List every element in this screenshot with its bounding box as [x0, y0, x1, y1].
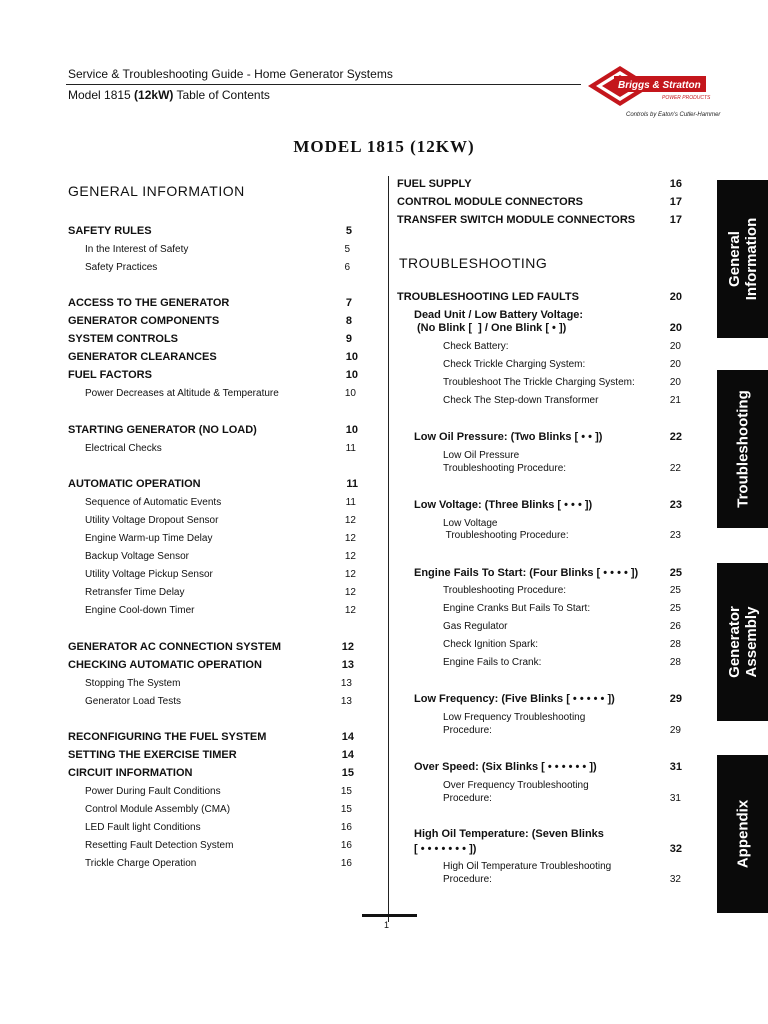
toc-page-number: 7 [345, 297, 352, 309]
toc-heading-entry[interactable] [68, 767, 354, 779]
toc-page-number: 31 [669, 793, 681, 804]
toc-heading-entry[interactable] [397, 214, 682, 226]
toc-heading-entry[interactable] [68, 297, 352, 309]
toc-page-number: 15 [341, 767, 354, 779]
toc-entry-text: Low Voltage [443, 518, 498, 529]
toc-heading-entry[interactable] [414, 761, 682, 773]
tab-label-line1: Generator [725, 606, 743, 678]
toc-entry-text: SYSTEM CONTROLS [68, 333, 179, 345]
doc-header-subtitle: Model 1815 (12kW) Table of Contents [68, 88, 270, 102]
toc-page-number: 22 [669, 431, 682, 443]
toc-page-number: 11 [346, 478, 358, 490]
toc-entry-text: CHECKING AUTOMATIC OPERATION [68, 659, 262, 671]
toc-page-number: 22 [669, 463, 681, 474]
toc-heading-entry[interactable] [68, 478, 358, 490]
toc-subentry[interactable] [443, 657, 681, 668]
toc-page-number: 12 [344, 533, 356, 544]
toc-entry-text: Engine Cranks But Fails To Start: [443, 603, 591, 614]
toc-page-number: 20 [669, 341, 681, 352]
toc-page-number: 32 [669, 874, 681, 885]
toc-subentry[interactable] [85, 804, 352, 815]
toc-entry-text: FUEL SUPPLY [397, 178, 472, 190]
toc-subentry[interactable] [85, 858, 352, 869]
toc-subentry[interactable] [443, 530, 681, 541]
toc-heading-entry[interactable] [68, 424, 358, 436]
toc-entry-text: Check Trickle Charging System: [443, 359, 586, 370]
toc-page-number: 14 [341, 749, 354, 761]
toc-entry-text: Trickle Charge Operation [85, 858, 197, 869]
toc-page-number: 12 [344, 587, 356, 598]
toc-entry-text: High Oil Temperature Troubleshooting [443, 861, 612, 872]
section-general-information: GENERAL INFORMATION [68, 183, 245, 199]
toc-page-number: 15 [340, 804, 352, 815]
tab-general-information[interactable] [717, 180, 768, 338]
toc-page-number: 28 [669, 657, 681, 668]
toc-page-number: 6 [344, 262, 350, 273]
toc-page-number: 17 [669, 214, 682, 226]
toc-entry-text: Troubleshooting Procedure: [443, 530, 569, 541]
toc-page-number: 16 [669, 178, 682, 190]
toc-page-number: 23 [669, 530, 681, 541]
toc-subentry[interactable] [85, 822, 352, 833]
toc-page-number: 16 [340, 822, 352, 833]
toc-entry-text: ACCESS TO THE GENERATOR [68, 297, 230, 309]
toc-heading-entry[interactable] [414, 309, 682, 321]
toc-page-number: 13 [340, 678, 352, 689]
briggs-stratton-logo [586, 64, 716, 114]
toc-heading-entry[interactable] [68, 641, 354, 653]
logo-graphic [586, 64, 716, 114]
toc-subentry[interactable] [85, 678, 352, 689]
toc-heading-entry[interactable] [397, 178, 682, 190]
toc-subentry[interactable] [443, 712, 681, 723]
toc-entry-text: Check Ignition Spark: [443, 639, 539, 650]
toc-entry-text: (No Blink [ ] / One Blink [ • ]) [417, 322, 567, 334]
toc-page-number: 29 [669, 725, 681, 736]
toc-entry-text: Low Oil Pressure [443, 450, 520, 461]
toc-heading-entry[interactable] [68, 315, 352, 327]
toc-subentry[interactable] [443, 793, 681, 804]
toc-page-number: 10 [344, 388, 356, 399]
toc-heading-entry[interactable] [68, 731, 354, 743]
toc-entry-text: Stopping The System [85, 678, 181, 689]
toc-page-number: 8 [345, 315, 352, 327]
toc-entry-text: Engine Fails to Crank: [443, 657, 542, 668]
toc-subentry[interactable] [85, 443, 356, 454]
toc-page-number: 25 [669, 603, 681, 614]
toc-entry-text: Low Oil Pressure: (Two Blinks [ • • ]) [414, 431, 603, 443]
toc-heading-entry[interactable] [68, 369, 358, 381]
page-title: MODEL 1815 (12KW) [293, 137, 475, 156]
toc-subentry[interactable] [85, 569, 356, 580]
tab-label-line2: Assembly [742, 606, 760, 678]
toc-heading-entry[interactable] [68, 659, 354, 671]
toc-entry-text: AUTOMATIC OPERATION [68, 478, 201, 490]
toc-page-number: 10 [345, 424, 358, 436]
toc-entry-text: Electrical Checks [85, 443, 162, 454]
toc-heading-entry[interactable] [414, 693, 682, 705]
toc-subentry[interactable] [85, 551, 356, 562]
toc-subentry[interactable] [443, 621, 681, 632]
toc-entry-text: CIRCUIT INFORMATION [68, 767, 193, 779]
toc-entry-text: TRANSFER SWITCH MODULE CONNECTORS [397, 214, 636, 226]
toc-heading-entry[interactable] [417, 322, 682, 334]
toc-entry-text: SAFETY RULES [68, 225, 152, 237]
toc-entry-text: Check Battery: [443, 341, 509, 352]
toc-subentry[interactable] [443, 463, 681, 474]
toc-subentry[interactable] [443, 725, 681, 736]
tab-label-line2: Information [742, 217, 760, 301]
toc-page-number: 12 [344, 515, 356, 526]
toc-entry-text: Resetting Fault Detection System [85, 840, 234, 851]
toc-page-number: 13 [341, 659, 354, 671]
toc-entry-text: Troubleshooting Procedure: [443, 585, 567, 596]
toc-page-number: 28 [669, 639, 681, 650]
toc-entry-text: Power Decreases at Altitude & Temperature [85, 388, 279, 399]
toc-subentry[interactable] [443, 585, 681, 596]
toc-entry-text: Over Speed: (Six Blinks [ • • • • • • ]) [414, 761, 597, 773]
toc-page-number: 25 [669, 567, 682, 579]
toc-entry-text: Procedure: [443, 725, 492, 736]
logo-brand-text: Briggs & Stratton [618, 80, 701, 91]
toc-entry-text: Low Frequency Troubleshooting [443, 712, 586, 723]
toc-subentry[interactable] [85, 388, 356, 399]
toc-entry-text: Over Frequency Troubleshooting [443, 780, 589, 791]
toc-entry-text: Dead Unit / Low Battery Voltage: [414, 309, 584, 321]
toc-entry-text: Engine Fails To Start: (Four Blinks [ • • • • ]) [414, 567, 639, 579]
toc-entry-text: LED Fault light Conditions [85, 822, 201, 833]
section-troubleshooting: TROUBLESHOOTING [399, 255, 548, 271]
toc-page-number: 25 [669, 585, 681, 596]
logo-tagline: Controls by Eaton's Cutler-Hammer [626, 112, 721, 118]
toc-entry-text: TROUBLESHOOTING LED FAULTS [397, 291, 579, 303]
toc-entry-text: Check The Step-down Transformer [443, 395, 599, 406]
toc-subentry[interactable] [85, 244, 350, 255]
tab-appendix[interactable] [717, 755, 768, 913]
toc-entry-text: GENERATOR CLEARANCES [68, 351, 217, 363]
tab-label-line1: Appendix [734, 799, 751, 869]
toc-entry-text: FUEL FACTORS [68, 369, 152, 381]
toc-entry-text: High Oil Temperature: (Seven Blinks [414, 828, 604, 840]
tab-troubleshooting[interactable] [717, 370, 768, 528]
toc-page-number: 20 [669, 359, 681, 370]
toc-subentry[interactable] [443, 341, 681, 352]
toc-subentry[interactable] [85, 533, 356, 544]
toc-subentry[interactable] [85, 587, 356, 598]
toc-page-number: 23 [669, 499, 682, 511]
toc-page-number: 31 [669, 761, 682, 773]
toc-entry-text: Safety Practices [85, 262, 158, 273]
toc-page-number: 5 [344, 244, 350, 255]
toc-subentry[interactable] [443, 359, 681, 370]
toc-subentry[interactable] [443, 639, 681, 650]
toc-heading-entry[interactable] [68, 333, 352, 345]
toc-entry-text: CONTROL MODULE CONNECTORS [397, 196, 583, 208]
toc-entry-text: Backup Voltage Sensor [85, 551, 189, 562]
toc-entry-text: Generator Load Tests [85, 696, 181, 707]
toc-subentry[interactable] [443, 780, 681, 791]
toc-page-number: 13 [340, 696, 352, 707]
toc-entry-text: Control Module Assembly (CMA) [85, 804, 231, 815]
toc-page-number: 15 [340, 786, 352, 797]
toc-entry-text: Procedure: [443, 874, 492, 885]
toc-subentry[interactable] [443, 450, 681, 461]
toc-page-number: 26 [669, 621, 681, 632]
toc-page-number: 32 [669, 843, 682, 855]
toc-entry-text: [ • • • • • • • ]) [414, 843, 477, 855]
toc-subentry[interactable] [85, 696, 352, 707]
toc-heading-entry[interactable] [414, 843, 682, 855]
toc-entry-text: Troubleshoot The Trickle Charging System: [443, 377, 635, 388]
toc-page-number: 12 [341, 641, 354, 653]
toc-page-number: 20 [669, 291, 682, 303]
toc-subentry[interactable] [443, 874, 681, 885]
tab-generator-assembly[interactable] [717, 563, 768, 721]
toc-entry-text: Engine Cool-down Timer [85, 605, 195, 616]
toc-subentry[interactable] [85, 497, 356, 508]
toc-page-number: 16 [340, 858, 352, 869]
toc-page-number: 12 [344, 551, 356, 562]
toc-page-number: 17 [669, 196, 682, 208]
header-rule [66, 84, 581, 85]
toc-subentry[interactable] [85, 515, 356, 526]
toc-entry-text: Utility Voltage Pickup Sensor [85, 569, 213, 580]
toc-page-number: 20 [669, 322, 682, 334]
toc-page-number: 9 [345, 333, 352, 345]
toc-entry-text: Gas Regulator [443, 621, 508, 632]
toc-page-number: 12 [344, 605, 356, 616]
tab-label-line1: General [725, 231, 743, 287]
tab-label-line1: Troubleshooting [734, 390, 751, 508]
toc-entry-text: Troubleshooting Procedure: [443, 463, 567, 474]
logo-sub-text: POWER PRODUCTS [662, 95, 711, 101]
toc-entry-text: In the Interest of Safety [85, 244, 189, 255]
toc-page-number: 5 [345, 225, 352, 237]
toc-heading-entry[interactable] [414, 499, 682, 511]
toc-entry-text: GENERATOR COMPONENTS [68, 315, 220, 327]
toc-heading-entry[interactable] [397, 291, 682, 303]
page-number: 1 [384, 920, 390, 930]
footer-bar [362, 914, 417, 917]
toc-entry-text: Low Voltage: (Three Blinks [ • • • ]) [414, 499, 593, 511]
toc-subentry[interactable] [85, 605, 356, 616]
toc-page-number: 14 [341, 731, 354, 743]
toc-entry-text: Sequence of Automatic Events [85, 497, 222, 508]
toc-entry-text: Power During Fault Conditions [85, 786, 221, 797]
toc-entry-text: Engine Warm-up Time Delay [85, 533, 213, 544]
toc-entry-text: SETTING THE EXERCISE TIMER [68, 749, 237, 761]
toc-page-number: 16 [340, 840, 352, 851]
toc-page-number: 11 [345, 443, 356, 454]
toc-subentry[interactable] [85, 786, 352, 797]
toc-heading-entry[interactable] [414, 431, 682, 443]
toc-page-number: 20 [669, 377, 681, 388]
toc-heading-entry[interactable] [68, 749, 354, 761]
toc-heading-entry[interactable] [68, 351, 358, 363]
toc-entry-text: GENERATOR AC CONNECTION SYSTEM [68, 641, 282, 653]
toc-subentry[interactable] [443, 861, 681, 872]
toc-entry-text: STARTING GENERATOR (NO LOAD) [68, 424, 257, 436]
toc-entry-text: RECONFIGURING THE FUEL SYSTEM [68, 731, 267, 743]
toc-page-number: 29 [669, 693, 682, 705]
column-divider [388, 176, 389, 922]
toc-entry-text: Utility Voltage Dropout Sensor [85, 515, 219, 526]
toc-page-number: 10 [345, 369, 358, 381]
toc-page-number: 12 [344, 569, 356, 580]
toc-subentry[interactable] [443, 603, 681, 614]
toc-page-number: 11 [345, 497, 356, 508]
toc-subentry[interactable] [85, 262, 350, 273]
toc-entry-text: Procedure: [443, 793, 492, 804]
toc-subentry[interactable] [85, 840, 352, 851]
toc-heading-entry[interactable] [414, 828, 682, 840]
toc-page-number: 10 [345, 351, 358, 363]
toc-heading-entry[interactable] [414, 567, 682, 579]
doc-header-title: Service & Troubleshooting Guide - Home Generator Systems [68, 67, 393, 81]
toc-entry-text: Retransfer Time Delay [85, 587, 185, 598]
toc-subentry[interactable] [443, 395, 681, 406]
toc-subentry[interactable] [443, 377, 681, 388]
toc-entry-text: Low Frequency: (Five Blinks [ • • • • • ]) [414, 693, 615, 705]
toc-heading-entry[interactable] [68, 225, 352, 237]
toc-subentry[interactable] [443, 518, 681, 529]
toc-page-number: 21 [669, 395, 681, 406]
toc-heading-entry[interactable] [397, 196, 682, 208]
